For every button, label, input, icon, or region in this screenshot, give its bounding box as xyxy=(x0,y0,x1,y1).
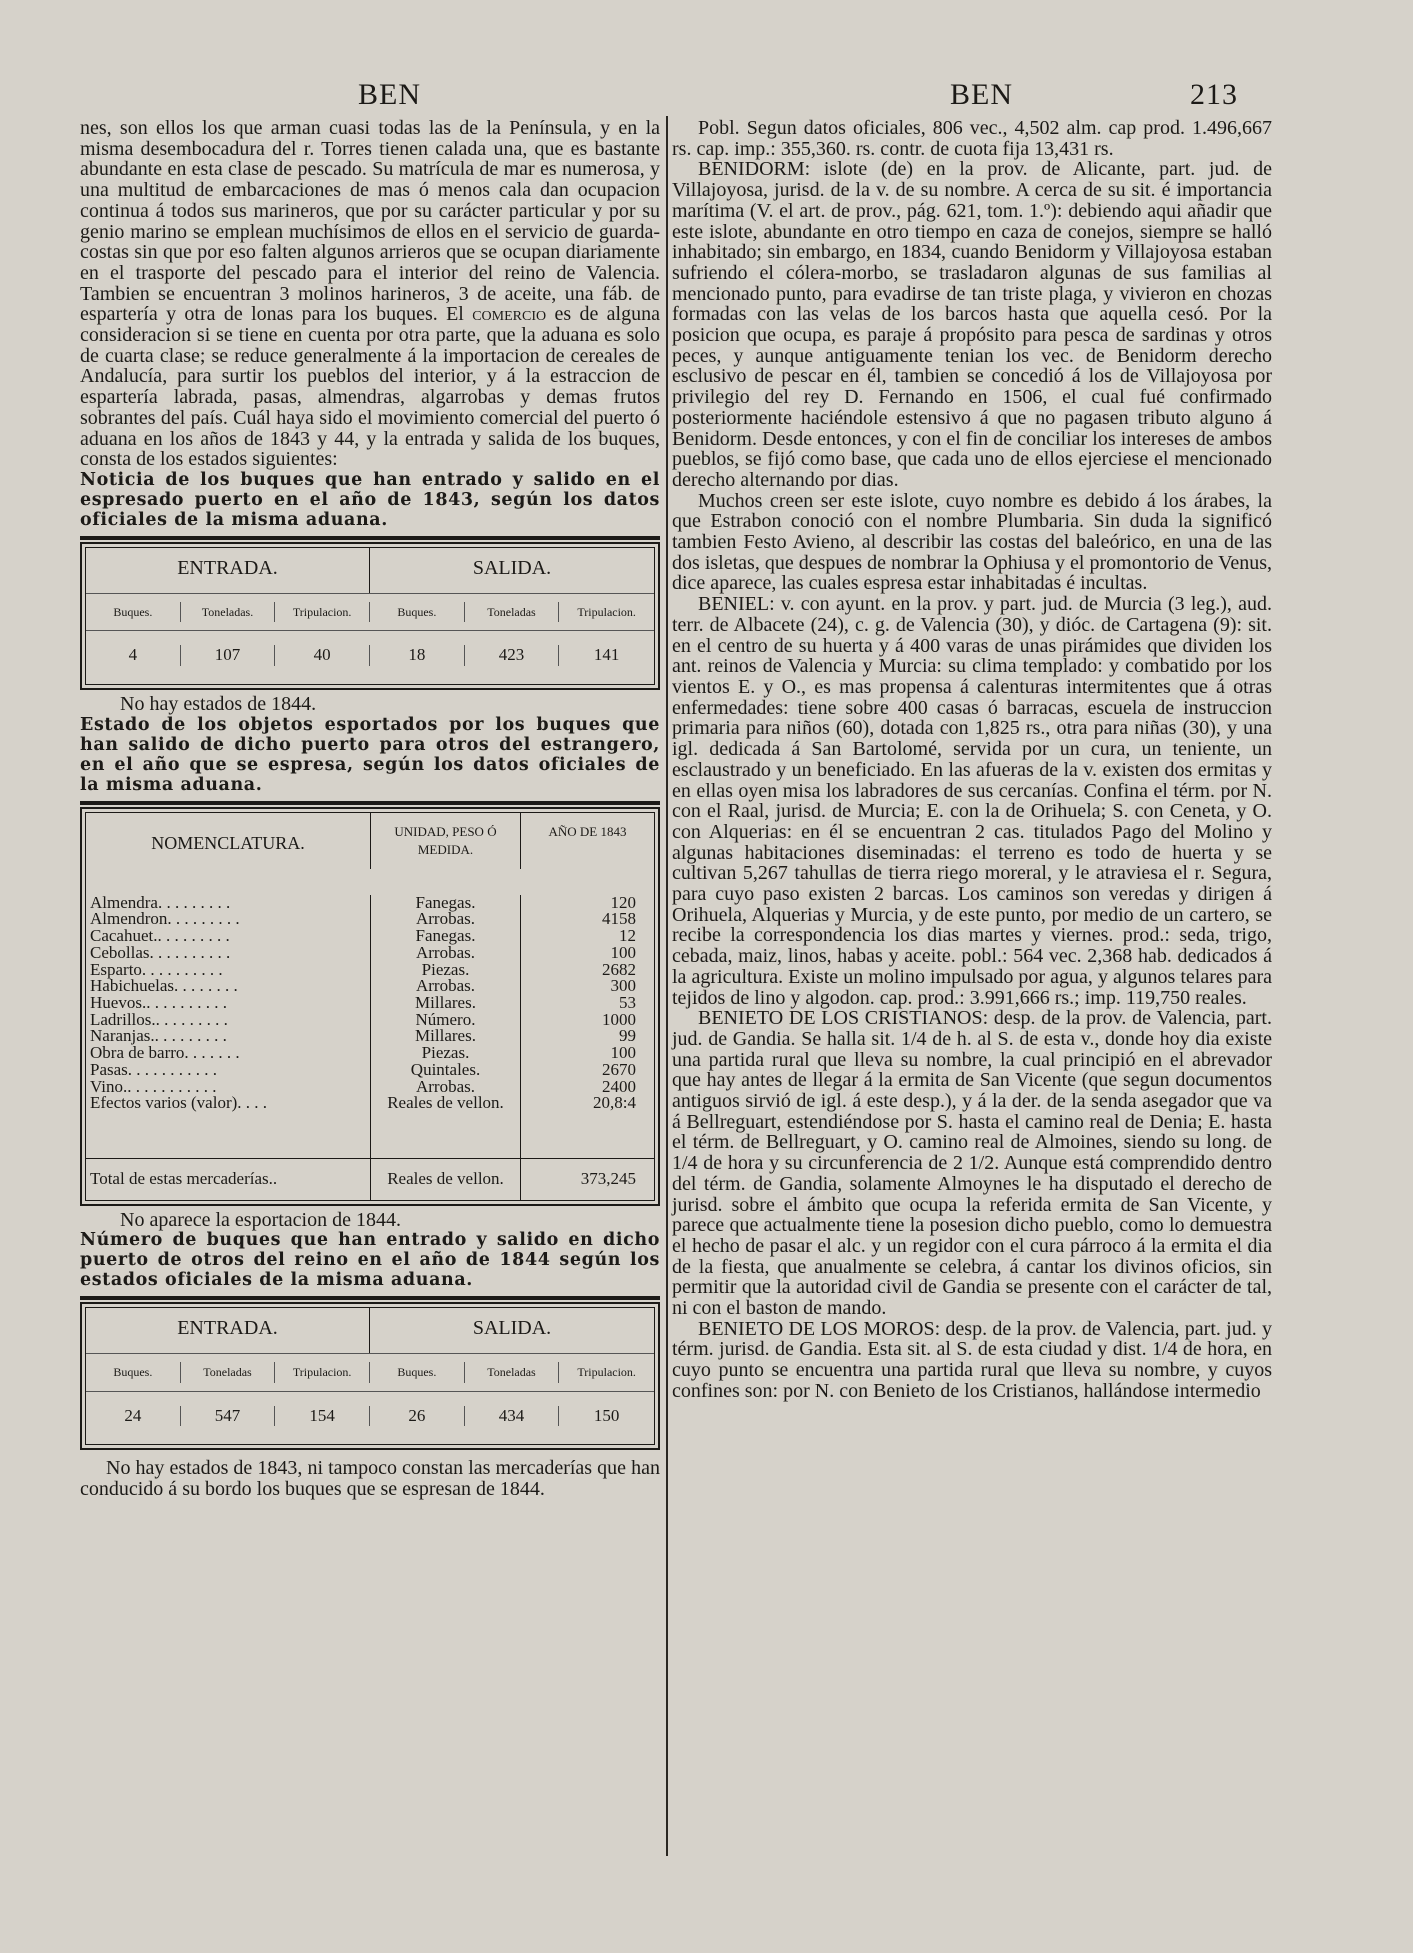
total-unit: Reales de vellon. xyxy=(371,1159,521,1200)
rule xyxy=(80,536,660,540)
comercio-word: comercio xyxy=(472,303,547,326)
heading-buques-1844: Número de buques que han entrado y salido en dicho puerto de otros del reino en el año de 1844 según los estados oficiales de la misma aduana. xyxy=(80,1230,660,1291)
item-name: Esparto. . . . . . . . . . xyxy=(90,959,223,979)
item-unit: Millares. xyxy=(415,992,476,1012)
cell: 26 xyxy=(370,1406,465,1427)
item-unit: Piezas. xyxy=(421,1043,470,1063)
item-name: Cebollas. . . . . . . . . . xyxy=(90,942,231,962)
item-unit: Arrobas. xyxy=(415,976,475,996)
nomenclatura-col-header: NOMENCLATURA. xyxy=(86,813,371,869)
col-header: Toneladas xyxy=(181,1362,276,1383)
col-header: Toneladas. xyxy=(181,602,276,623)
col-header: Buques. xyxy=(86,602,181,623)
values-column xyxy=(521,892,654,1158)
item-value: 20,8:4 xyxy=(593,1093,636,1113)
item-value: 12 xyxy=(619,926,636,946)
item-unit: Arrobas. xyxy=(415,1076,475,1096)
left-paragraph-1: nes, son ellos los que arman cuasi todas las de la Península, y en la misma desembocadura del r. Torres tienen calada una, que es bastante abundante en esta clase de pescado. Su matrícula de mar es numerosa, y una multitud de embarcaciones de mas ó menos cala dan ocupacion continua á todos sus marineros, que por su carácter particular y por su genio marino se emplean muchísimos de ellos en el servicio de guarda-costas sin que por eso falten algunos arrieros que se ocupan diariamente en el trasporte del pescado para el interior del reino de Valencia. Tambien se encuentran 3 molinos harineros, 3 de aceite, una fáb. de espartería y otra de lonas para los buques. El comercio es de alguna consideracion si se tiene en cuenta por otra parte, que la aduana es solo de cuarta clase; se reduce generalmente á la importacion de cereales de Andalucía, para surtir los pueblos del interior, y á la estraccion de espartería labrada, pasas, almendras, algarrobas y demas frutos sobrantes del país. Cuál haya sido el movimiento comercial del puerto ó aduana en los años de 1843 y 44, y la entrada y salida de los buques, consta de los estados siguientes: xyxy=(80,117,660,471)
entry-beniel: BENIEL: v. con ayunt. en la prov. y part. jud. de Murcia (3 leg.), aud. terr. de Albacete (24), c. g. de Valencia (30), y dióc. de Cartagena (9): sit. en el centro de su huerta y á 400 varas de unas pirámides que dividen los ant. reinos de Valencia y Murcia: su clima templado: y combatido por los vientos E. y O., es mas propensa á calenturas intermitentes que á otras enfermedades: tiene sobre 400 casas ó barracas, escuela de instruccion primaria para niños (60), dotada con 1,825 rs., otra para niñas (30), y una igl. dedicada á San Bartolomé, servida por un cura, un teniente, un esclaustrado y un beneficiado. En las afueras de la v. existen dos ermitas y en ellas oyen misa los labradores de sus cercanías. Confina el térm. por N. con el Raal, jurisd. de Murcia; E. con la de Orihuela; S. con Ceneta, y O. con Alquerias: en él se encuentran 2 cas. titulados Pago del Molino y algunas habitaciones diseminadas: el terreno es todo de huerta y se cultivan 5,267 tahullas de tierra riego moreral, y le atraviesa el r. Segura, para cuyo paso existen 2 barcas. Los caminos son veredas y dirigen á Orihuela, Alquerias y Murcia, y de este punto, por medio de un cartero, se recibe la correspondencia los dias martes y viernes. prod.: seda, trigo, cebada, maiz, linos, habas y aceite. pobl.: 564 vec. 2,368 hab. dedicados á la agricultura. Existe un molino impulsado por agua, y algunos telares para tejidos de lino y algodon. cap. prod.: 3.991,666 rs.; imp. 119,750 reales. xyxy=(672,593,1272,1009)
table-header-row xyxy=(86,548,654,593)
col-header: Tripulacion. xyxy=(577,1365,636,1380)
salida-header: SALIDA. xyxy=(472,556,552,579)
item-unit: Piezas. xyxy=(421,959,470,979)
salida-header: SALIDA. xyxy=(472,1317,552,1340)
table-header-row xyxy=(86,1308,654,1353)
nomenclatura-body xyxy=(86,869,654,1158)
right-column xyxy=(672,118,1272,1402)
table-nomenclatura xyxy=(80,807,660,1206)
cell: 150 xyxy=(593,1405,620,1425)
rule xyxy=(80,1296,660,1300)
column-divider xyxy=(666,116,668,1856)
entrada-header: ENTRADA. xyxy=(86,1308,370,1353)
entrada-header: ENTRADA. xyxy=(86,548,370,593)
item-name: Pasas. . . . . . . . . . . xyxy=(90,1059,218,1079)
item-value: 2670 xyxy=(602,1059,636,1079)
item-value: 1000 xyxy=(602,1009,636,1029)
item-value: 300 xyxy=(610,976,636,996)
total-label: Total de estas mercaderías.. xyxy=(86,1159,371,1200)
item-unit: Reales de vellon. xyxy=(387,1093,504,1113)
cell: 154 xyxy=(275,1406,370,1427)
table-subheader-row xyxy=(86,1353,654,1391)
entry-benieto-cristianos: BENIETO DE LOS CRISTIANOS: desp. de la prov. de Valencia, part. jud. de Gandia. Se halla sit. 1/4 de h. al S. de esta v., donde hoy dia existe una partida rural que lleva su nombre, la cual principió en el abrevador que hay antes de llegar á la ermita de San Vicente (que segun documentos antiguos sirvió de igl. á este desp.), y á la der. de la senda asegador que va á Bellreguart, estendiéndose por S. hasta el camino real de Denia; E. hasta el térm. de Bellreguart, y O. camino real de Almoines, siendo su long. de 1/4 de hora y su circunferencia de 2 1/2. Aunque está comprendido dentro del térm. de Gandia, solamente Almoynes le ha disputado el derecho de jurisd. sobre el ámbito que ocupa la referida ermita de San Vicente, y parece que actualmente tiene la posesion dicho pueblo, como lo demuestra el hecho de pasar el alc. y un regidor con el cura párroco á la ermita el dia de la fiesta, que anualmente se celebra, á cantar los divinos oficios, sin permitir que la autoridad civil de Gandia se presente con el carácter de tal, ni con el baston de mando. xyxy=(672,1007,1272,1320)
entry-benieto-moros: BENIETO DE LOS MOROS: desp. de la prov. de Valencia, part. jud. y térm. jurisd. de Gandia. Esta sit. al S. de esta ciudad y dist. 1/4 de hora, en cuyo punto se encuentra una partida rural que lleva su nombre, y cuyos confines son: por N. con Benieto de los Cristianos, hallándose intermedio xyxy=(672,1317,1272,1402)
cell: 24 xyxy=(86,1406,181,1427)
item-value: 100 xyxy=(610,1043,636,1063)
cell: 423 xyxy=(465,645,560,666)
note-1844: No hay estados de 1844. xyxy=(120,693,317,716)
col-header: Toneladas xyxy=(465,602,560,623)
item-name: Efectos varios (valor). . . . xyxy=(90,1093,268,1113)
left-column xyxy=(80,118,660,1500)
units-column xyxy=(371,892,521,1158)
final-note: No hay estados de 1843, ni tampoco constan las mercaderías que han conducido á su bordo los buques que se espresan de 1844. xyxy=(80,1457,660,1501)
total-value: 373,245 xyxy=(580,1168,636,1188)
item-unit: Fanegas. xyxy=(415,926,476,946)
col-header: Tripulacion. xyxy=(577,604,636,619)
col-header: Toneladas xyxy=(465,1362,560,1383)
table-row xyxy=(86,630,654,684)
item-name: Obra de barro. . . . . . . xyxy=(90,1043,240,1063)
entry-benidorm-history: Muchos creen ser este islote, cuyo nombre es debido á los árabes, la que Estrabon conoció con el nombre Plumbaria. Sin duda la significó tambien Festo Avieno, al describir las costas del baleórico, en una de las dos isletas, que despues de nombrar la Ophiusa y el promontorio de Venus, dice aparece, las cuales espresa estar inhabitadas é incultas. xyxy=(672,489,1272,595)
item-name: Naranjas.. . . . . . . . . xyxy=(90,1026,227,1046)
cell: 18 xyxy=(370,645,465,666)
item-name: Almendra. . . . . . . . . xyxy=(90,892,231,912)
header-center-word: BEN xyxy=(950,78,1013,111)
col-header: Tripulacion. xyxy=(275,602,370,623)
item-value: 4158 xyxy=(602,909,636,929)
item-name: Huevos.. . . . . . . . . . xyxy=(90,992,227,1012)
item-name: Almendron. . . . . . . . . xyxy=(90,909,240,929)
item-value: 2682 xyxy=(602,959,636,979)
cell: 40 xyxy=(275,645,370,666)
total-row xyxy=(86,1158,654,1200)
table-row xyxy=(86,1391,654,1445)
ano-col-header: AÑO DE 1843 xyxy=(548,823,627,839)
header-left-word: BEN xyxy=(358,78,421,111)
note-esportacion: No aparece la esportacion de 1844. xyxy=(120,1208,401,1231)
cell: 434 xyxy=(465,1406,560,1427)
entry-benidorm: BENIDORM: islote (de) en la prov. de Alicante, part. jud. de Villajoyosa, jurisd. de la v. de su nombre. A cerca de su sit. é importancia marítima (V. el art. de prov., pág. 621, tom. 1.º): debiendo aqui añadir que este islote, abundante en otro tiempo en caza de conejos, siempre se halló inhabitado; sin embargo, en 1834, cuando Benidorm y Villajoyosa estaban sufriendo el cólera-morbo, se trasladaron algunas de sus familias al mencionado punto, para evadirse de tan triste plaga, y vivieron en chozas formadas con las velas de los barcos hasta que aquella cesó. Por la posicion que ocupa, es paraje á propósito para pesca de sardinas y otros peces, y aunque antiguamente tenian los vec. de Benidorm derecho esclusivo de pescar en él, tambien se concedió á los de Villajoyosa por privilegio del rey D. Fernando en 1506, el cual fué confirmado posteriormente haciéndole estensivo á que no pagasen tributo alguno á Benidorm. Desde entonces, y con el fin de conciliar los intereses de ambos pueblos, se fijó como base, que cada uno de ellos ejerciese el mencionado derecho alternando por dias. xyxy=(672,158,1272,491)
cell: 141 xyxy=(593,645,620,665)
names-column xyxy=(86,892,371,1158)
item-unit: Fanegas. xyxy=(415,892,476,912)
right-paragraph-pobl: Pobl. Segun datos oficiales, 806 vec., 4,502 alm. cap prod. 1.496,667 rs. cap. imp.: 355,360. rs. contr. de cuota fija 13,431 rs. xyxy=(672,117,1272,160)
col-header: Buques. xyxy=(370,1362,465,1383)
item-unit: Quintales. xyxy=(410,1059,481,1079)
item-name: Cacahuet.. . . . . . . . . xyxy=(90,926,230,946)
table-subheader-row xyxy=(86,593,654,631)
item-unit: Arrobas. xyxy=(415,909,475,929)
item-value: 120 xyxy=(610,892,636,912)
cell: 107 xyxy=(181,645,276,666)
item-name: Habichuelas. . . . . . . . xyxy=(90,976,238,996)
item-name: Ladrillos.. . . . . . . . . xyxy=(90,1009,228,1029)
item-unit: Millares. xyxy=(415,1026,476,1046)
item-unit: Número. xyxy=(415,1009,476,1029)
heading-objetos: Estado de los objetos esportados por los buques que han salido de dicho puerto para otros del estrangero, en el año que se espresa, según los datos oficiales de la misma aduana. xyxy=(80,714,660,795)
table-buques-1843 xyxy=(80,542,660,690)
cell: 547 xyxy=(181,1406,276,1427)
item-name: Vino.. . . . . . . . . . . xyxy=(90,1076,217,1096)
item-unit: Arrobas. xyxy=(415,942,475,962)
item-value: 2400 xyxy=(602,1076,636,1096)
rule xyxy=(80,801,660,805)
col-header: Buques. xyxy=(86,1362,181,1383)
heading-buques-1843: Noticia de los buques que han entrado y salido en el espresado puerto en el año de 1843, según los datos oficiales de la misma aduana. xyxy=(80,469,660,530)
nomenclatura-header xyxy=(86,813,654,869)
cell: 4 xyxy=(86,645,181,666)
item-value: 100 xyxy=(610,942,636,962)
item-value: 53 xyxy=(619,992,636,1012)
item-value: 99 xyxy=(619,1026,636,1046)
page-number: 213 xyxy=(1190,78,1238,111)
col-header: Buques. xyxy=(370,602,465,623)
col-header: Tripulacion. xyxy=(275,1362,370,1383)
table-buques-1844 xyxy=(80,1302,660,1450)
unidad-col-header: UNIDAD, PESO Ó MEDIDA. xyxy=(371,813,521,869)
